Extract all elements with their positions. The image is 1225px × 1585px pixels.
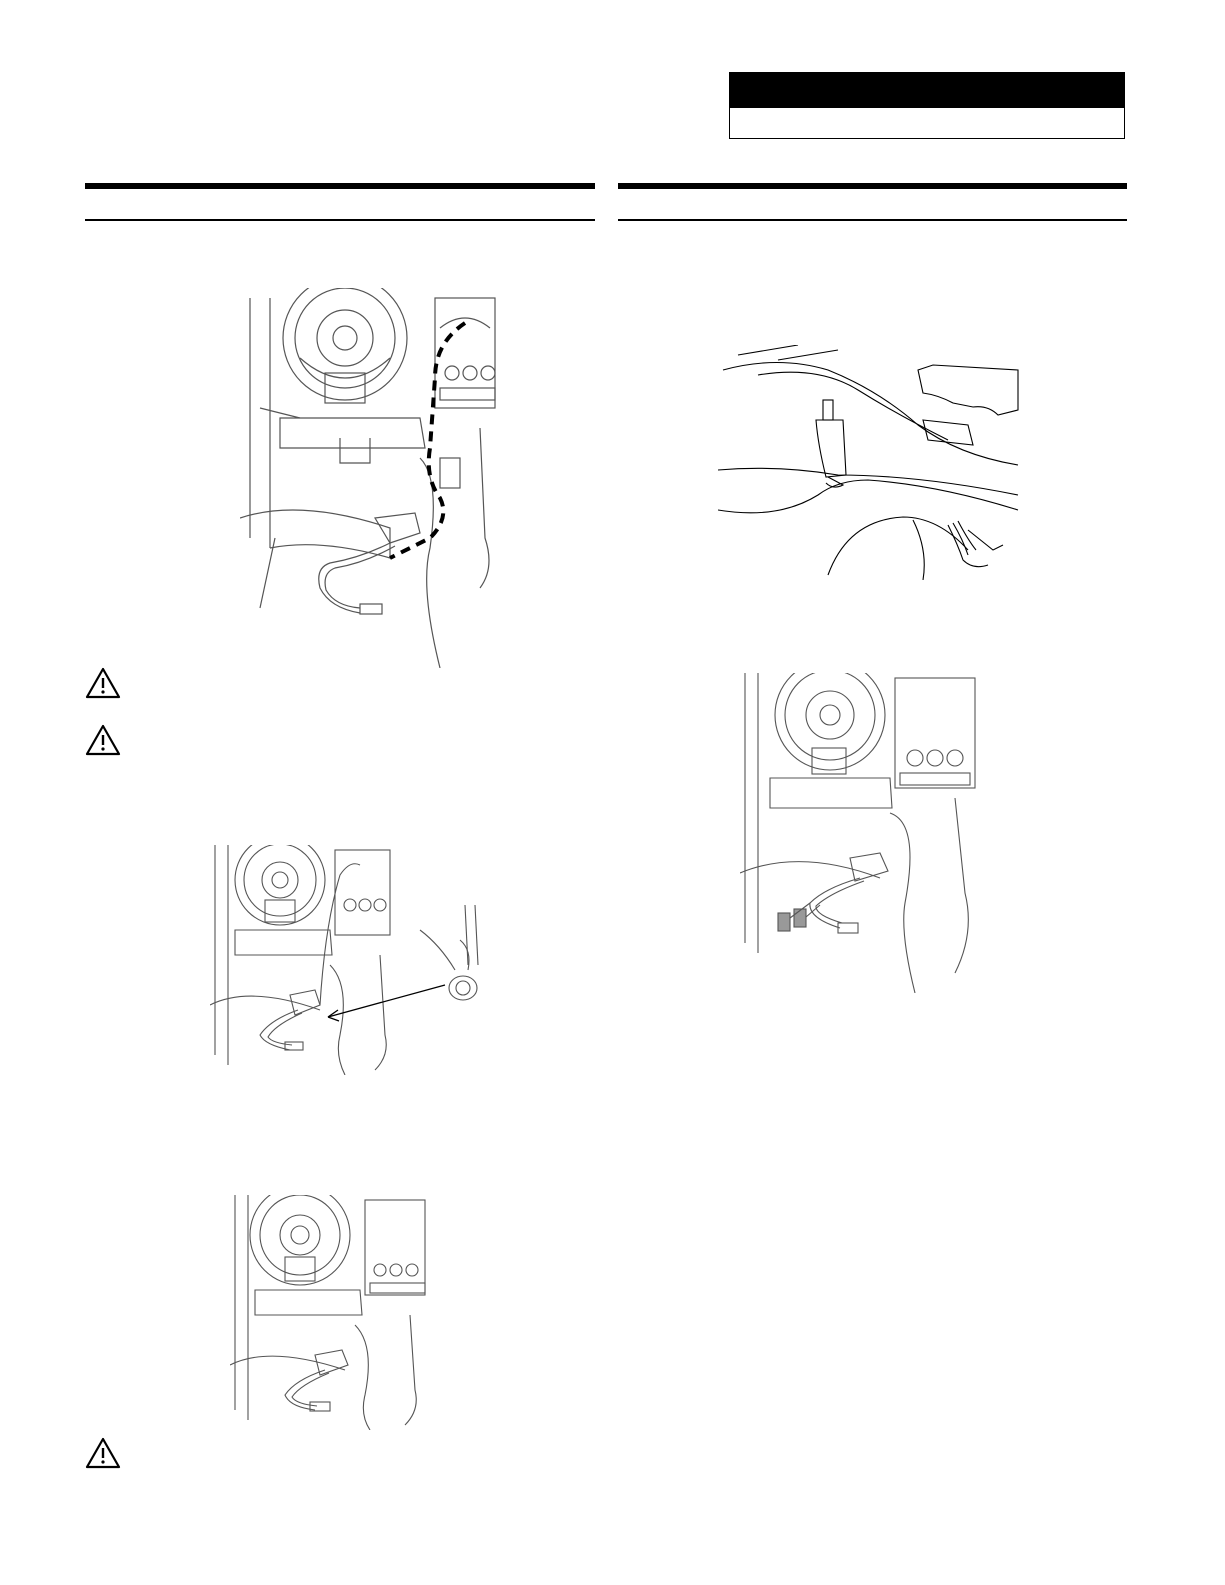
warning-triangle-icon <box>85 1437 121 1469</box>
header-title <box>730 73 1124 108</box>
header-box <box>729 72 1125 139</box>
warning-triangle-icon <box>85 724 121 756</box>
warning-triangle-icon <box>85 667 121 699</box>
right-heading-rule-thin <box>618 219 1127 221</box>
figure-under-dash-module-closeup <box>718 345 1023 580</box>
left-section-heading <box>85 192 595 216</box>
warning-text-2 <box>130 729 590 751</box>
figure-dashboard-harness-connectors <box>740 673 985 993</box>
figure-dashboard-harness-route <box>240 288 500 668</box>
left-heading-rule-thin <box>85 219 595 221</box>
figure-dashboard-harness-connector <box>210 845 500 1075</box>
warning-text-3 <box>130 1442 590 1464</box>
right-heading-rule-thick <box>618 183 1127 189</box>
header-subtitle <box>730 108 1124 138</box>
left-heading-rule-thick <box>85 183 595 189</box>
right-section-heading <box>618 192 1127 216</box>
figure-dashboard-harness-installed <box>230 1195 435 1430</box>
warning-text-1 <box>130 672 590 694</box>
